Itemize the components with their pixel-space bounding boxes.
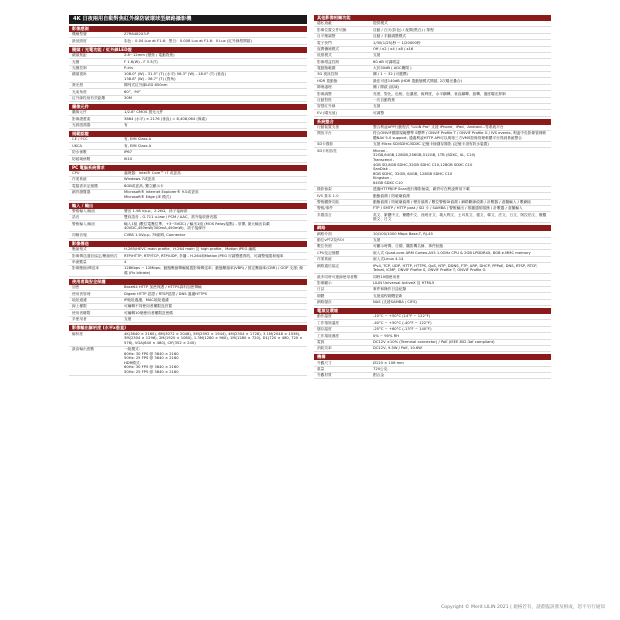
spec-value: 2.8~12mm (變焦 / 電動對焦) (124, 53, 175, 58)
spec-label: 外觀材質 (317, 373, 332, 378)
spec-value: 彩色：0.04 Lux at F1.6；黑白：0.008 Lux at F1.6；0 Lux (紅外線燈開啟) (124, 38, 252, 43)
spec-value: RTP/HTTP, RTP/TCP, RTP/UDP, 多播 - H.264和Motion JPEG 可調整畫質的，可調整頻寬和頻率 (124, 253, 284, 258)
spec-value: 關 / 1 ~ 32 (可選擇) (373, 72, 408, 77)
spec-value: IP67 (124, 150, 133, 155)
spec-label: 影像總畫素 (72, 116, 91, 121)
spec-row (69, 96, 307, 102)
spec-value: 可調整 (373, 110, 385, 115)
spec-value: 陣列式紅外線LED 850nm (124, 83, 168, 88)
spec-row (69, 347, 307, 376)
spec-row (314, 346, 551, 352)
spec-value: 鋁合金 (373, 373, 385, 378)
copyright-footer: Copyright © Merit LILIN 2021 | 規格若有，請蒞臨該發及相成，恕不另行通知 (441, 605, 605, 610)
spec-value: 可編輯10個使用者權限及密碼 (124, 310, 173, 315)
spec-section (314, 308, 551, 352)
spec-label: 光源感測器 (72, 123, 91, 128)
spec-label: 使用者權限 (72, 310, 91, 315)
spec-label: 警報/事件 (317, 206, 333, 211)
spec-value: 有 (124, 123, 128, 128)
spec-label: 降噪處理 (317, 85, 332, 90)
spec-label: 影像增益控制 (317, 59, 340, 64)
spec-label: 重量 (317, 367, 325, 372)
spec-value: -40°C ~ +50°C (-40°F ~ 122°F) (373, 320, 432, 325)
document-title: 4K 日夜兩用自動對焦紅外線防破壞球型網路攝影機 (69, 15, 307, 24)
spec-label: 自平衡調整 (317, 34, 336, 39)
spec-label: 鏡頭視角 (72, 72, 87, 77)
spec-section (314, 354, 551, 379)
spec-value: 128Kbps ~ 12Mbps；動態壓縮傳輸頻寬影像傳送率；動態壓縮率(VBR) / 固定壓縮率(CBR) / GOP 支援; 條碼 (Fix bitrate) (124, 266, 303, 275)
spec-value: H.265/HEVC main profile、H.264 main 及 high profile、Motion JPEG 編碼 (124, 247, 256, 252)
section-heading: 系統整合 (314, 119, 551, 125)
spec-label: 警報輸入/輸出 (72, 221, 96, 226)
spec-row (69, 266, 307, 277)
spec-section (69, 203, 307, 239)
spec-label: 自動對焦 (317, 97, 332, 102)
spec-value: FTP / SMTP / HTTP post / SD 卡 / SAMBA / 警報輸出 / 推播通知服務 / 計數器 / 虛擬輸入 (373, 206, 523, 211)
spec-label: SD卡錄影 (317, 142, 334, 147)
spec-value: 嵌入式Linux 4.14 (373, 257, 404, 262)
spec-value: Z7R6482X3-P (124, 32, 150, 37)
spec-row (314, 300, 551, 306)
spec-label: EV (曝光值) (317, 110, 337, 115)
spec-value: 同時10個使用者 (373, 274, 400, 279)
spec-label: 作業系統 (72, 177, 87, 182)
spec-value: Microsoft® Internet Explorer® 9.0或更高 Microsoft® Edge (IE 模式) (124, 190, 199, 199)
spec-value: 有, EMI Class A (124, 137, 152, 142)
spec-value: 一次自動對焦 (373, 97, 396, 102)
spec-label: 同軸音頻 (72, 232, 87, 237)
spec-label: 電子快門 (317, 40, 332, 45)
spec-label: 地址過濾 (72, 298, 87, 303)
spec-value: 支援 (373, 104, 381, 109)
spec-label: 多使用者 (72, 317, 87, 322)
spec-label: 錄影檢索 (317, 187, 332, 192)
spec-value: -10°C ~ +50°C (14°F ~ 122°F) (373, 314, 431, 319)
spec-value: 動態偵測 / 防破壞偵測 / 聲音偵測 / 數位警報DI偵測 / 網路斷線偵測 / 計數器 / 虛擬輸入 / 數網區 (373, 200, 532, 205)
spec-label: 警報觸發功能 (317, 200, 340, 205)
spec-label: 作業系統 (317, 257, 332, 262)
spec-label: UKCA (72, 143, 83, 148)
spec-value: F 1.6(W) - F 3.3(T) (124, 59, 158, 64)
spec-label: CPU (72, 170, 80, 175)
spec-value: 動態偵測 / 防破壞偵測 (373, 193, 410, 198)
spec-value: 整合利凌APP行動程式 "LILIN Pro" 支援 iPhone、iPad、Android...等系統平台 (373, 125, 504, 130)
spec-label: 智慧紅外線 (317, 104, 336, 109)
spec-label: SD卡相容性 (317, 148, 337, 153)
spec-label: 最低照度 (72, 38, 87, 43)
spec-section (69, 325, 307, 376)
spec-value: Base64 HTTP 加密保護 / HTTPS資料加密傳輸 (124, 285, 202, 290)
spec-value: 60 dB 可調增益 (373, 59, 400, 64)
spec-label: 網路儲存 (317, 300, 332, 305)
section-heading: 電源及環境 (314, 308, 551, 314)
section-heading: 網路 (314, 225, 551, 231)
spec-value: 亮度，對比，色相，色濃度，銳利度，水平翻轉，垂直翻轉，旋轉，過度曝光抑制 (373, 91, 506, 96)
right-column (314, 15, 551, 381)
spec-label: 鏡頭焦距 (72, 53, 87, 58)
spec-label: 影像傳送通信協定/壓縮格式 (72, 253, 118, 258)
spec-row (314, 131, 551, 142)
spec-value: 輸入1組 (數位電壓位準，+3~5VDC) / 輸出1組 (MOS Relay接點) - 常開, 最大輸出負載 40VDC,450mW(300mA,450mW)，終子接線序 (124, 221, 270, 231)
section-heading: PC 電腦系統需求 (69, 165, 307, 171)
spec-value: Windows 7或更高 (124, 177, 156, 182)
spec-section (69, 241, 307, 277)
spec-label: 3D 視訊控制 (317, 72, 339, 77)
spec-value: 提供模式 (373, 21, 388, 26)
spec-row (69, 38, 307, 44)
spec-value: Digest HTTP 認證 / RTSP認證 / DNS 過濾HTTPS (124, 291, 207, 296)
spec-value: 大於50dB ( AGC關閉 ) (373, 66, 412, 71)
spec-value: 透過HTTP和IP Scan進行錄影檢索，網頁可在利凌實用下載 (373, 187, 470, 192)
spec-label: 防破壞係數 (72, 156, 91, 161)
spec-section (69, 131, 307, 163)
spec-label: 機種型號 (72, 32, 87, 37)
spec-label: 最多同時可連線使用者數 (317, 274, 358, 279)
spec-value: 支援 Micro SD/SDHC/SDXC 記憶卡檢儲存錄影 (記憶卡須有防水裝置) (373, 142, 489, 147)
spec-section (69, 47, 307, 102)
spec-row (69, 123, 307, 129)
spec-value: 3864 (水平) × 2176 (垂直) = 8,408,064 (像素) (124, 116, 207, 121)
spec-section (314, 15, 551, 117)
spec-label: 動位vPTZ及ROI (317, 238, 344, 243)
spec-label: 攝像元件 (72, 110, 87, 115)
spec-value: 處理器：Intel® Core™ i7 或更高 (124, 170, 181, 175)
spec-label: 開放平台 (317, 131, 332, 136)
spec-label: 寬動態範圍 (317, 66, 336, 71)
spec-value: IPv4, TCP, UDP, HTTP, HTTPS, QoS, NTP, DDNS, FTP, ARP, DHCP, PPPoE, DNS, RTSP, RTCP, Telnet, ICMP, ONVIF Profile S, ONVIF Profile T, ONVIF Profile G (373, 263, 538, 273)
spec-value: 1/30(1/25)秒 ~ 1/20000秒 (373, 40, 421, 45)
spec-value: Off / x2 / x4 / x8 / x16 (373, 46, 414, 51)
spec-value: 1/2.8" CMOS 感光元件 (124, 110, 164, 115)
spec-value: CVBS 1.0Vp-p, 75歐姆, Connector (124, 232, 186, 237)
spec-value: Ø120 × 106 mm (373, 360, 404, 365)
spec-label: 隱私遮蔽 (317, 21, 332, 26)
section-heading: 其他影像相關功能 (314, 15, 551, 21)
section-heading: 影像感測 (69, 26, 307, 32)
section-heading: 機構 (314, 354, 551, 360)
spec-label: 光圈控制 (72, 65, 87, 70)
spec-label: 行動裝置支援 (317, 125, 340, 130)
spec-label: 低照模式 (317, 53, 332, 58)
spec-value: 符合ONVIF國際規範標準 S標準 / ONVIF Profile T / ONVIF Profile G / IVS events, 利凌中央影像管理軟體NAV 5.0 support, 通過利凌HTTP API可以與第三方VMS影像管理軟體平台得到系統整合 (373, 131, 547, 140)
spec-label: 夜間彌補模式 (317, 46, 340, 51)
section-heading: 規範認證 (69, 131, 307, 137)
spec-label: 防水係數 (72, 150, 87, 155)
spec-value: 支援 (373, 53, 381, 58)
spec-label: 光束角度 (72, 89, 87, 94)
spec-value: 嵌入式 Quad-core ARM Cortex-A53 1.0GHz CPU & 2GB LPDDR4X, 8GB e.MMC memory (373, 250, 531, 255)
spec-label: 網路介面 (317, 231, 332, 236)
spec-label: 加密 (72, 285, 80, 290)
spec-value: 雙向語音 - G.711 u-law / PCM / AAC，需外接收發音器 (124, 215, 217, 220)
spec-value: 事件和操作日誌紀錄 (373, 287, 407, 292)
spec-value: 一組模式： 60Hz: 30 FPS @ 3840 × 2160 50Hz: 25 FPS @ 3840 × 2160 HDR模式： 60Hz: 30 FPS @ 3840 × 2160 50Hz: 25 FPS @ 3840 × 2160 (124, 347, 179, 375)
spec-label: 儲存溫度 (317, 327, 332, 332)
spec-label: CE / FCC (72, 137, 88, 142)
spec-section (69, 279, 307, 323)
spec-label: 光圈 (72, 59, 80, 64)
spec-label: 日誌 (317, 287, 325, 292)
spec-value: -25°C ~ +60°C (-13°F ~ 140°F) (373, 327, 432, 332)
section-heading: 影像傳送 (69, 241, 307, 247)
spec-value: 關 / 開啟 (區域) (373, 85, 400, 90)
spec-value: DC12V ±10% (Terminal connector) / PoE (IEEE 802.3af compliant) (373, 339, 495, 344)
spec-value: 自動 / 白天(彩色) / 夜間(黑白) / 排程 (373, 27, 434, 32)
spec-label: 串流數量 (72, 259, 87, 264)
section-heading: 使用者與安全保護 (69, 279, 307, 285)
spec-value: Micron - 32GB,64GB,128GB,256GB,512GB, 1TB (SDXC, UL, C10) Transcend - 4GB SD,8GB SDHC,32GB SDHC C10,128GB SDXC C10 SanDisk - 8GB SDHC, 32GB, 64GB, 128GB SDHC C10 Kingston - 64GB SDXC C10 (373, 148, 476, 185)
spec-value: 60°，90° (124, 89, 141, 94)
spec-label: 影像位置文件切換 (317, 27, 347, 32)
spec-label: 消耗功率 (317, 346, 332, 351)
spec-value: 0% ~ 90% RH (373, 333, 399, 338)
spec-value: LILIN Universal ActiveX 及 HTML5 (373, 280, 435, 285)
spec-value: 720公克 (373, 367, 388, 372)
spec-section (314, 225, 551, 306)
spec-row (69, 221, 307, 232)
spec-row (69, 72, 307, 83)
spec-label: 數位快照 (317, 244, 332, 249)
spec-value: 8GB或更高, 獨立顯示卡 (124, 183, 164, 188)
spec-label: 解析度 (72, 331, 84, 336)
spec-value: 4 (124, 259, 127, 264)
left-column (69, 15, 307, 378)
spec-label: 韌體 (317, 293, 325, 298)
spec-label: 紅外線投射有效距離 (72, 95, 106, 100)
spec-value: 30M (124, 95, 132, 100)
spec-row (69, 190, 307, 201)
spec-value: 108.0° (W) - 31.5° (T) (水平) 56.3° (W) - 18.0° (T) (垂直) 138.8° (W) - 36.7° (T) (對角) (124, 72, 226, 81)
spec-label: 外觀尺寸 (317, 360, 332, 365)
spec-row (314, 263, 551, 274)
spec-value: 10/100/1000 Mbps Base-T, RJ-45 (373, 231, 433, 236)
spec-value: 聲音 1.98 Vp-p，2.2KΩ，終子接線兩 (124, 209, 188, 214)
spec-row (69, 331, 307, 347)
spec-label: 網路通信協定 (317, 263, 340, 268)
spec-label: 警報輸入/輸出 (72, 209, 96, 214)
spec-value: 4K(3840 × 2160), 6M(3072 × 2048), 5M(2592 × 1944), 4M(2304 × 1728), 3.1M(2048 × 1536), 3M(2304 × 1296), 2M(1920 × 1080), 1.3M(1280 × 960), 1M(1280 × 720), D1(720 × 480, 720 × 576), VGA(640 × 480), CIF(352 × 240) (124, 331, 303, 345)
spec-label: 工作環境濕度 (317, 333, 340, 338)
right-spec-sections (314, 15, 551, 379)
spec-label: 工作環境溫度 (317, 320, 340, 325)
spec-label: CPU及記憶體 (317, 250, 340, 255)
spec-value: IP地址過濾，MAC地址過濾 (124, 298, 169, 303)
spec-row (314, 212, 551, 223)
spec-value: 可編輯不同使用者權限及設置 (124, 304, 172, 309)
left-spec-sections (69, 26, 307, 376)
spec-row (314, 110, 551, 116)
spec-value: 自動 / 手動調整模式 (373, 34, 407, 39)
spec-value: P-Iris (124, 65, 134, 70)
section-heading: 影像輸出解析度 (水平x垂直) (69, 325, 307, 331)
spec-section (69, 165, 307, 201)
spec-section (69, 104, 307, 129)
spec-label: 語音 (72, 215, 80, 220)
spec-value: 有, EMI Class A (124, 143, 152, 148)
spec-value: 支援 (373, 238, 381, 243)
spec-label: 多國語言 (317, 212, 332, 217)
spec-row (69, 232, 307, 238)
spec-label: 最高輸出張數 (72, 347, 95, 352)
spec-label: 線上權限 (72, 304, 87, 309)
spec-label: HDR 寬動態 (317, 78, 338, 83)
spec-value: 支援 (124, 317, 132, 322)
section-heading: 輸入 / 輸出 (69, 203, 307, 209)
spec-label: 網頁瀏覽器 (72, 190, 91, 195)
spec-label: 電源 (317, 339, 325, 344)
spec-value: IK10 (124, 156, 133, 161)
spec-section (69, 26, 307, 45)
spec-label: 影像調整 (317, 91, 332, 96)
spec-label: 電腦需求記憶體 (72, 183, 98, 188)
section-heading: 攝像元件 (69, 104, 307, 110)
spec-row (314, 373, 551, 379)
section-heading: 鏡頭 / 光電功能 / 紅外線LED燈 (69, 47, 307, 53)
spec-row (314, 148, 551, 187)
spec-label: 使用者管理 (72, 291, 91, 296)
spec-label: 發光燈 (72, 83, 84, 88)
spec-value: NAS (支援SAMBA / CIFS) (373, 300, 417, 305)
spec-label: 影像壓縮/傳送率 (72, 266, 100, 271)
spec-label: 動作溫度 (317, 314, 332, 319)
spec-value: 支援遠程韌體更新 (373, 293, 403, 298)
spec-row (69, 156, 307, 162)
spec-row (69, 317, 307, 323)
spec-section (314, 119, 551, 224)
spec-value: DC12V, 9.5W / PoE, 10.6W (373, 346, 422, 351)
spec-label: 影像顯示 (317, 280, 332, 285)
spec-value: 最佳可達140dB (HDR 寬動態模式開啟, 2次曝光疊合) (373, 78, 462, 83)
spec-value: 可顯示時間、日期、攝影機名稱、事件狀態 (373, 244, 444, 249)
spec-label: IVS 基本 1.0 (317, 193, 339, 198)
spec-label: 壓縮格式 (72, 247, 87, 252)
spec-value: 英文、繁體中文、簡體中文、西班牙文、義大利文、土耳其文、德文、韓文、法文、日文、阿拉伯文、俄羅斯文、日文 (373, 212, 547, 222)
